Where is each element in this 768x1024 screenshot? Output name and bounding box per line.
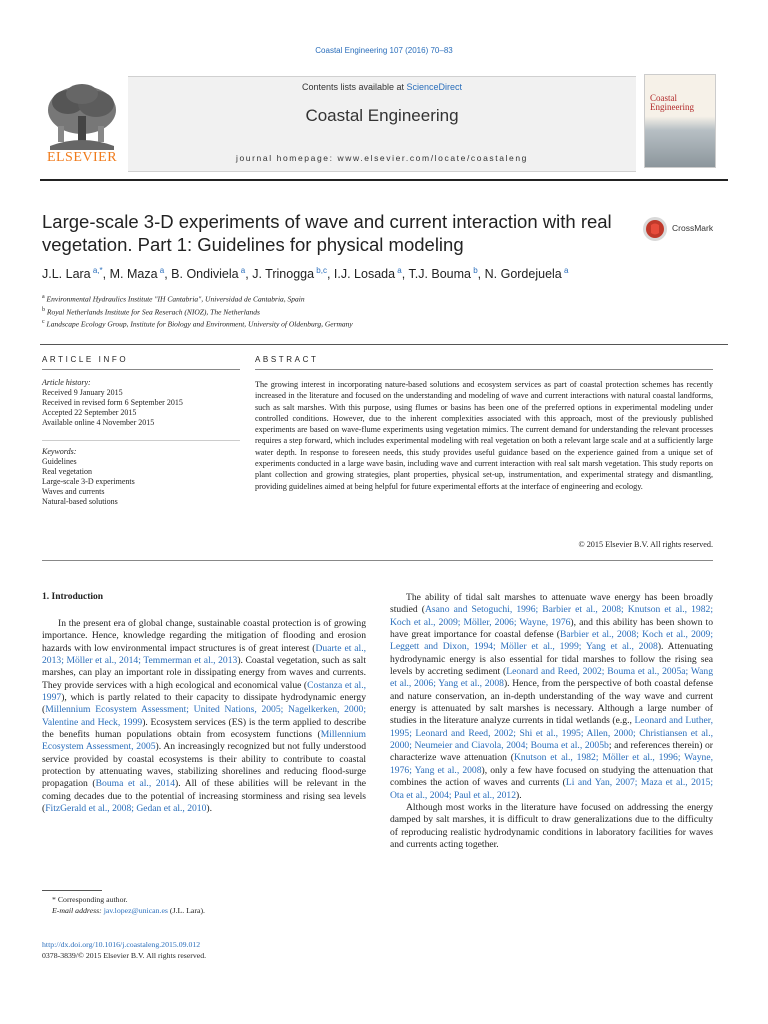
history-item: Available online 4 November 2015 (42, 418, 155, 427)
author-name: J.L. Lara (42, 267, 91, 282)
citation-link[interactable]: FitzGerald et al., 2008; Gedan et al., 2010 (45, 803, 207, 815)
article-history (42, 378, 240, 428)
article-title: Large-scale 3-D experiments of wave and current interaction with real vegetation. Part 1: Guidelines for physical modeling (42, 211, 612, 255)
introduction-heading: 1. Introduction (42, 592, 104, 602)
contents-line (128, 82, 636, 92)
author-affiliation-mark[interactable]: a (395, 266, 402, 275)
history-rule (42, 440, 240, 441)
author-list: J.L. Lara $^{a,*}$, M. Maza $^a$, B. Ondiviela $^a$, J. Trinogga $^{b,c}$, I.J. Losada $^a$, T.J. Bouma $^b$, N. Gordejuela $^a$ (42, 266, 569, 282)
crossmark-badge[interactable] (642, 216, 722, 242)
author-affiliation-mark[interactable]: a (561, 266, 569, 275)
journal-name: Coastal Engineering (305, 106, 459, 125)
citation-link[interactable]: Barbier et al., 2008; Koch et al., 2009; Leggett and Dixon, 1994; Möller et al., 1999; Yang et al., 2008 (390, 629, 713, 653)
history-item: Received in revised form 6 September 2015 (42, 398, 183, 407)
body-paragraph: Although most works in the literature have focused on addressing the energy damped by salt marshes, it is difficult to draw generalizations due to the difficulty of reproducing realistic hydrodynamic conditions in laboratory facilities for waves and currents acting together. (390, 801, 713, 850)
author-affiliation-mark[interactable]: b,c (314, 266, 327, 275)
author-name: N. Gordejuela (484, 267, 562, 282)
corresponding-author-footnote (52, 895, 352, 916)
author-name: M. Maza (109, 267, 158, 282)
email-link[interactable]: jav.lopez@unican.es (103, 905, 168, 915)
citation-link[interactable]: Leonard and Reed, 2002; Bouma et al., 2005a; Wang et al., 2006; Yang et al., 2008 (390, 666, 713, 690)
body-text: ). An increasingly recognized but not fully understood service provided by coastal ecosystems is their ability to contribute to coastal protection by attenuating waves, stabilizing shorelines and reducing flood-surge propagation ( (42, 741, 366, 790)
author-affiliation-mark[interactable]: a,* (90, 266, 103, 275)
affiliation-mark: a (42, 294, 45, 300)
journal-homepage-line (128, 153, 636, 163)
title-rule (40, 344, 728, 345)
citation-link[interactable]: Li and Yan, 2007; Maza et al., 2015; Ota et al., 2004; Paul et al., 2012 (390, 777, 713, 801)
article-info-rule (42, 369, 240, 370)
body-column-left (42, 618, 366, 816)
abstract-rule (255, 369, 713, 370)
citation-link[interactable]: Costanza et al., 1997 (42, 679, 367, 704)
history-label: Article history: (42, 378, 91, 387)
doi-block (42, 940, 206, 961)
body-column-right (390, 592, 713, 851)
citation-link[interactable]: Leonard and Luther, 1995; Leonard and Reed, 2002; Shi et al., 1995; Allen, 2000; Christiansen et al., 2000; Neumeier and Ciavola, 2004; Bouma et al., 2005b (390, 715, 713, 752)
affiliation-text: Landscape Ecology Group, Institute for Biology and Environment, University of Oldenburg, Germany (44, 319, 353, 329)
author-affiliation-mark[interactable]: a (238, 266, 246, 275)
homepage-prefix: journal homepage: (235, 153, 338, 163)
journal-cover[interactable] (644, 74, 716, 168)
email-suffix: (J.L. Lara). (167, 905, 205, 915)
contents-prefix: Contents lists available at (301, 82, 407, 92)
affiliations (42, 292, 642, 330)
issn-line: 0378-3839/© 2015 Elsevier B.V. All rights reserved. (42, 950, 207, 960)
email-label: E-mail address: (52, 905, 102, 915)
citation-link[interactable]: Millennium Ecosystem Assessment, 2005 (42, 729, 366, 753)
affiliation-item (42, 317, 642, 330)
cover-title-line1: Coastal (650, 93, 677, 103)
affiliation-mark: b (42, 306, 45, 313)
affiliation-text: Environmental Hydraulics Institute "IH Cantabria", Universidad de Cantabria, Spain (44, 294, 305, 304)
crossmark-label: CrossMark (672, 223, 714, 233)
author-name: J. Trinogga (252, 267, 315, 282)
doi-link[interactable]: http://dx.doi.org/10.1016/j.coastaleng.2015.09.012 (42, 940, 201, 949)
keywords-label: Keywords: (42, 447, 77, 456)
footnote-label: Corresponding author. (57, 895, 128, 904)
affiliation-mark: c (42, 319, 45, 325)
body-text: The ability of tidal salt marshes to attenuate wave energy has been broadly studied ( (390, 592, 713, 616)
affiliation-item (42, 305, 642, 318)
history-item: Accepted 22 September 2015 (42, 408, 137, 417)
journal-cover-title (650, 94, 694, 112)
citation-link[interactable]: Asano and Setoguchi, 1996; Barbier et al., 2008; Knutson et al., 1982; Koch et al., 2009; Möller, 2006; Wayne, 1976 (390, 604, 713, 628)
body-text: ). All of these abilities will be relevant in the coming decades due to the potential of increasing storminess and rising sea levels ( (42, 778, 366, 815)
body-text: ), which is partly related to their capacity to dissipate hydrodynamic energy ( (42, 692, 366, 716)
body-text: ; and references therein) or characterize wave attenuation ( (390, 740, 714, 764)
affiliation-item (42, 292, 642, 305)
keyword-item: Real vegetation (42, 467, 92, 476)
body-text: ). Attenuating hydrodynamic energy is also essential for tidal marshes to follow the rising sea levels by accreting sediment ( (390, 641, 713, 678)
cover-title-line2: Engineering (650, 102, 694, 112)
elsevier-wordmark: ELSEVIER (46, 150, 118, 165)
author-affiliation-mark[interactable]: b (471, 266, 478, 275)
body-text: ). Coastal vegetation, such as salt marshes, can play an important role in dissipating energy from waves and currents. They provide services with a high ecological and economical value ( (42, 655, 366, 691)
body-text: ), only a few have focused on studying the attenuation that combines the action of waves and currents ( (390, 764, 714, 789)
citation-link[interactable]: Knutson et al., 1982; Möller et al., 1996; Wayne, 1976; Yang et al., 2008 (390, 752, 713, 776)
header-rule (40, 179, 728, 181)
history-item: Received 9 January 2015 (42, 388, 123, 397)
body-text: ). (206, 803, 212, 815)
author-affiliation-mark[interactable]: a (157, 266, 165, 275)
abstract-heading: ABSTRACT (255, 355, 319, 364)
body-text: ). (516, 789, 522, 801)
keyword-item: Waves and currents (42, 487, 105, 496)
footnote-mark: * (52, 895, 56, 904)
journal-reference-link[interactable]: Coastal Engineering 107 (2016) 70–83 (315, 46, 453, 55)
author-name: T.J. Bouma (408, 267, 471, 282)
homepage-url-link[interactable]: www.elsevier.com/locate/coastaleng (337, 153, 529, 163)
citation-link[interactable]: Duarte et al., 2013; Möller et al., 2014; Temmerman et al., 2013 (42, 642, 366, 667)
keyword-item: Large-scale 3-D experiments (42, 477, 135, 486)
crossmark-icon (642, 216, 668, 242)
abstract-text: The growing interest in incorporating nature-based solutions and ecosystem services as part of coastal protection schemes has recently increased in the literature and focused on the understanding and modeling of wave and current interactions with natural coastal landforms, such as salt marshes. With this purpose, using flumes or basins has been one of the preferred options in experimental modeling under controlled conditions. However, due to the inherent complexities associated with this approach, most of the previously published experiments are based on wave-flume experiments using vegetation mimics. The current demand for understanding the relevant processes requires a step forward, which includes experimental modeling with real vegetation on both a relevant large scale and at a sufficiently large water depth. In response to foreseen needs, this study provides useful guidance based on the experience gained from a unique set of experiments conducted in a large wave basin, including wave and current interaction with real salt marsh vegetation. This study reports on plant collection and growing strategies, plant properties, physical set-up, instrumentation, and experimental strategy and dismantling, providing guidelines aimed at being helpful for future experimental efforts at the interface of engineering and ecology. (255, 380, 713, 491)
footnote-rule (42, 890, 102, 891)
citation-link[interactable]: Bouma et al., 2014 (95, 778, 176, 790)
sciencedirect-link[interactable]: ScienceDirect (406, 82, 463, 92)
body-paragraph (390, 592, 713, 802)
abstract-copyright: © 2015 Elsevier B.V. All rights reserved. (578, 540, 713, 549)
body-text: ). Ecosystem services (ES) is the term applied to describe the benefits human populations obtain from ecosystem functions ( (42, 716, 367, 741)
keyword-item: Guidelines (42, 457, 77, 466)
author-name: B. Ondiviela (171, 267, 239, 282)
body-text: ). Hence, from the perspective of both coastal defense and nature conservation, an in-depth understanding of the way wave and current energy is attenuated by salt marshes is necessary. Although a large number of studies in the literature analyze currents in tidal wetlands (e.g., (390, 678, 713, 727)
abstract-bottom-rule (42, 560, 713, 561)
author-name: I.J. Losada (333, 267, 396, 282)
body-text: In the present era of global change, sustainable coastal protection is of growing importance. Hence, knowledge regarding the mitigation of flooding and erosion hazards with low environmental impact structures is of great interest ( (42, 618, 366, 654)
keywords (42, 447, 240, 507)
citation-link[interactable]: Millennium Ecosystem Assessment; United Nations, 2005; Nagelkerken, 2000; Valentine and Heck, 1999 (42, 704, 366, 728)
keyword-item: Natural-based solutions (42, 497, 118, 506)
affiliation-text: Royal Netherlands Institute for Sea Reserach (NIOZ), The Netherlands (45, 307, 260, 316)
article-info-heading: ARTICLE INFO (42, 355, 129, 364)
body-text: ), and this ability has been shown to have great importance for coastal defense ( (390, 616, 713, 641)
